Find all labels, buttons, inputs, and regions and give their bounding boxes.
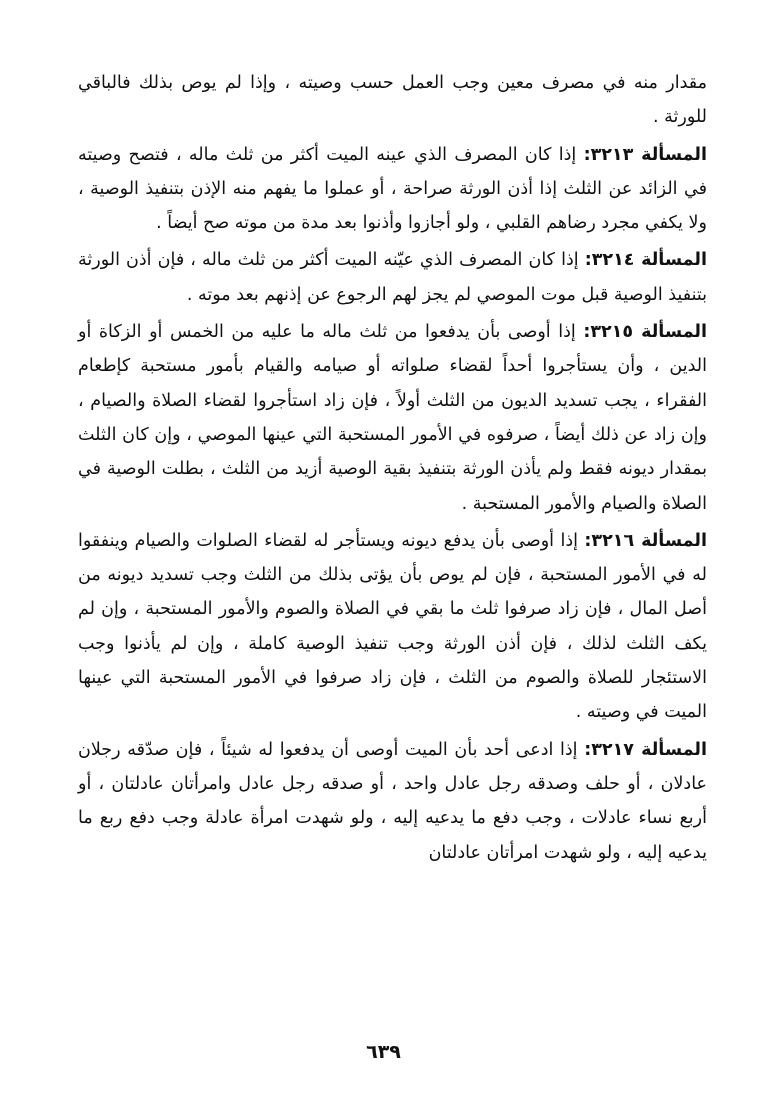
paragraph-issue-3216 — [78, 524, 707, 730]
paragraph-text: مقدار منه في مصرف معين وجب العمل حسب وصيته ، وإذا لم يوص بذلك فالباقي للورثة . — [78, 73, 707, 128]
issue-label: المسألة ٣٢١٣: — [583, 144, 707, 165]
issue-label: المسألة ٣٢١٦: — [584, 530, 707, 551]
paragraph-text: إذا كان المصرف الذي عينه الميت أكثر من ثلث ماله ، فتصح وصيته في الزائد عن الثلث إذا أذن الورثة صراحة ، أو عملوا ما يفهم منه الإذن بتنفيذ الوصية ، ولا يكفي مجرد رضاهم القلبي ، ولو أجازوا وأذنوا بعد مدة من موته صح أيضاً . — [78, 144, 707, 234]
paragraph-continuation — [78, 66, 707, 135]
paragraph-text: إذا كان المصرف الذي عيّنه الميت أكثر من ثلث ماله ، فإن أذن الورثة بتنفيذ الوصية قبل موت الموصي لم يجز لهم الرجوع عن إذنهم بعد موته . — [78, 250, 707, 305]
paragraph-issue-3215 — [78, 315, 707, 521]
paragraph-text: إذا أوصى بأن يدفعوا من ثلث ماله ما عليه من الخمس أو الزكاة أو الدين ، وأن يستأجروا أحداً لقضاء صلواته أو صيامه والقيام بأمور مستحبة كإطعام الفقراء ، يجب تسديد الديون من الثلث أولاً ، فإن زاد استأجروا لقضاء الصلاة والصيام ، وإن زاد عن ذلك أيضاً ، صرفوه في الأمور المستحبة التي عينها الموصي ، وإن كان الثلث بمقدار ديونه فقط ولم يأذن الورثة بتنفيذ بقية الوصية أزيد من الثلث ، بطلت الوصية في الصلاة والصيام والأمور المستحبة . — [78, 322, 707, 514]
issue-label: المسألة ٣٢١٧: — [584, 739, 707, 760]
paragraph-text: إذا ادعى أحد بأن الميت أوصى أن يدفعوا له شيئاً ، فإن صدّقه رجلان عادلان ، أو حلف وصدقه رجل عادل واحد ، أو صدقه رجل عادل وامرأتان عادلتان ، أو أربع نساء عادلات ، وجب دفع ما يدعيه إليه ، ولو شهدت امرأة عادلة وجب دفع ربع ما يدعيه إليه ، ولو شهدت امرأتان عادلتان — [78, 739, 707, 863]
issue-label: المسألة ٣٢١٤: — [584, 250, 707, 271]
page-number: ٦٣٩ — [366, 1041, 401, 1063]
paragraph-issue-3213 — [78, 138, 707, 241]
page-body — [78, 66, 707, 873]
paragraph-issue-3214 — [78, 243, 707, 312]
paragraph-text: إذا أوصى بأن يدفع ديونه ويستأجر له لقضاء الصلوات والصيام وينفقوا له في الأمور المستحبة ، فإن لم يوص بأن يؤتى بذلك من الثلث وجب تسديد ديونه من أصل المال ، فإن زاد صرفوا ثلث ما بقي في الصلاة والصوم والأمور المستحبة ، وإن لم يكف الثلث لذلك ، فإن أذن الورثة وجب تنفيذ الوصية كاملة ، وإن لم يأذنوا وجب الاستئجار للصلاة والصوم من الثلث ، فإن زاد صرفوا في الأمور المستحبة التي عينها الميت في وصيته . — [78, 530, 707, 723]
issue-label: المسألة ٣٢١٥: — [583, 322, 707, 343]
paragraph-issue-3217 — [78, 733, 707, 870]
